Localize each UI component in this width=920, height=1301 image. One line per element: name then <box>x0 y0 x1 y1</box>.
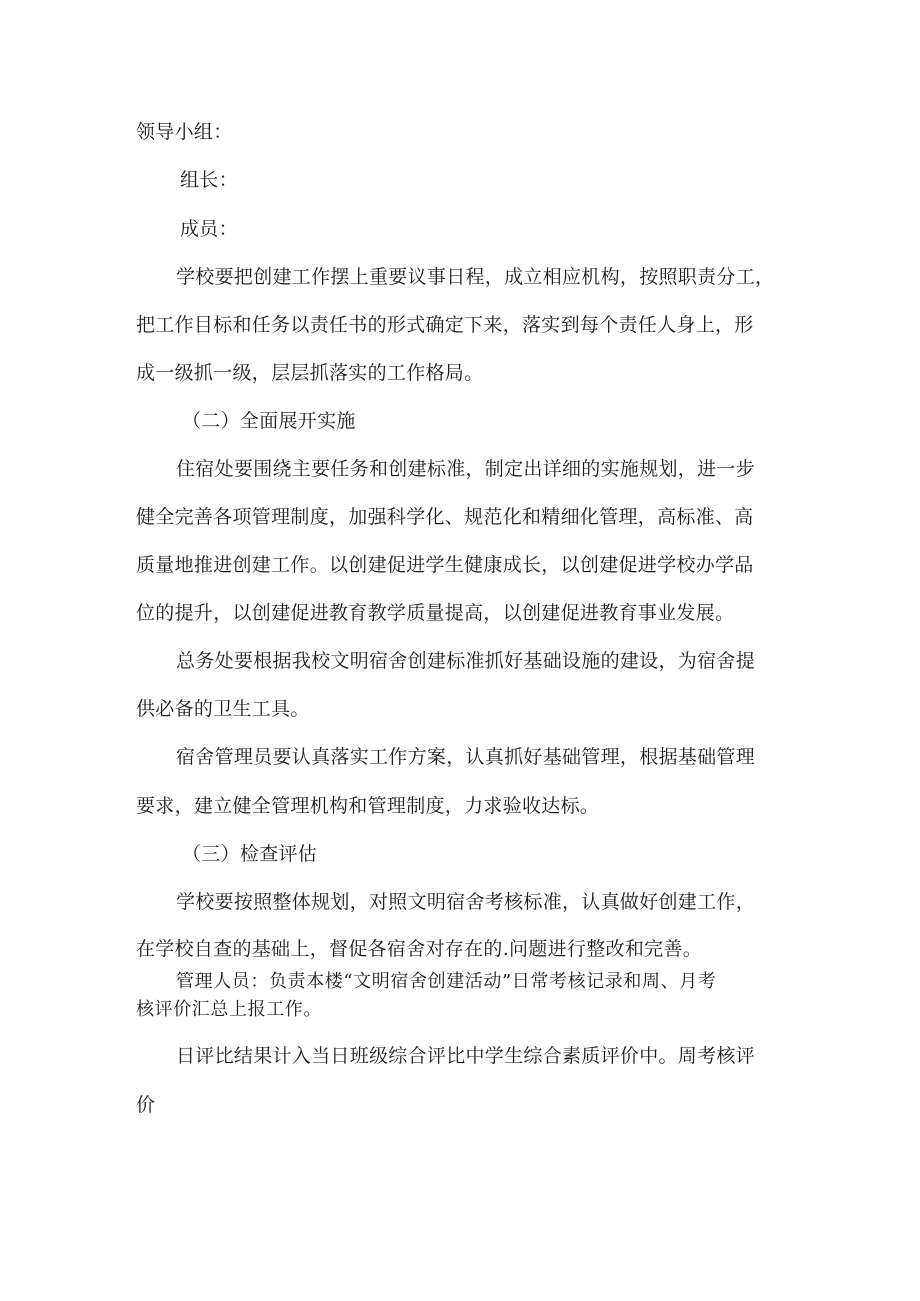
text-line: 成一级抓一级，层层抓落实的工作格局。 <box>136 362 484 384</box>
text-line: 要求，建立健全管理机构和管理制度，力求验收达标。 <box>136 795 600 817</box>
text-line: 学校要按照整体规划，对照文明宿舍考核标准，认真做好创建工作， <box>176 891 756 913</box>
text-line: 在学校自查的基础上，督促各宿舍对存在的.问题进行整改和完善。 <box>136 938 703 960</box>
text-line: 价 <box>136 1094 156 1116</box>
text-line: 组长： <box>180 169 238 191</box>
text-line: 供必备的卫生工具。 <box>136 698 310 720</box>
text-line: 管理人员：负责本楼“文明宿舍创建活动”日常考核记录和周、月考 <box>176 971 717 992</box>
text-line: 宿舍管理员要认真落实工作方案，认真抓好基础管理，根据基础管理 <box>176 746 756 768</box>
text-line: 日评比结果计入当日班级综合评比中学生综合素质评价中。周考核评 <box>176 1045 756 1067</box>
section-heading: （三）检查评估 <box>182 843 318 865</box>
section-heading: （二）全面展开实施 <box>182 410 356 432</box>
text-line: 总务处要根据我校文明宿舍创建标准抓好基础设施的建设，为宿舍提 <box>176 650 756 672</box>
text-line: 住宿处要围绕主要任务和创建标准，制定出详细的实施规划，进一步 <box>176 458 756 480</box>
text-line: 位的提升，以创建促进教育教学质量提高，以创建促进教育事业发展。 <box>136 602 735 624</box>
text-line: 学校要把创建工作摆上重要议事日程，成立相应机构，按照职责分工， <box>176 266 775 288</box>
text-line: 把工作目标和任务以责任书的形式确定下来，落实到每个责任人身上，形 <box>136 314 754 336</box>
text-line: 健全完善各项管理制度，加强科学化、规范化和精细化管理，高标准、高 <box>136 506 754 528</box>
text-line: 领导小组： <box>136 121 233 143</box>
text-line: 质量地推进创建工作。以创建促进学生健康成长，以创建促进学校办学品 <box>136 554 754 576</box>
text-line: 核评价汇总上报工作。 <box>136 999 322 1020</box>
text-line: 成员： <box>180 218 238 240</box>
